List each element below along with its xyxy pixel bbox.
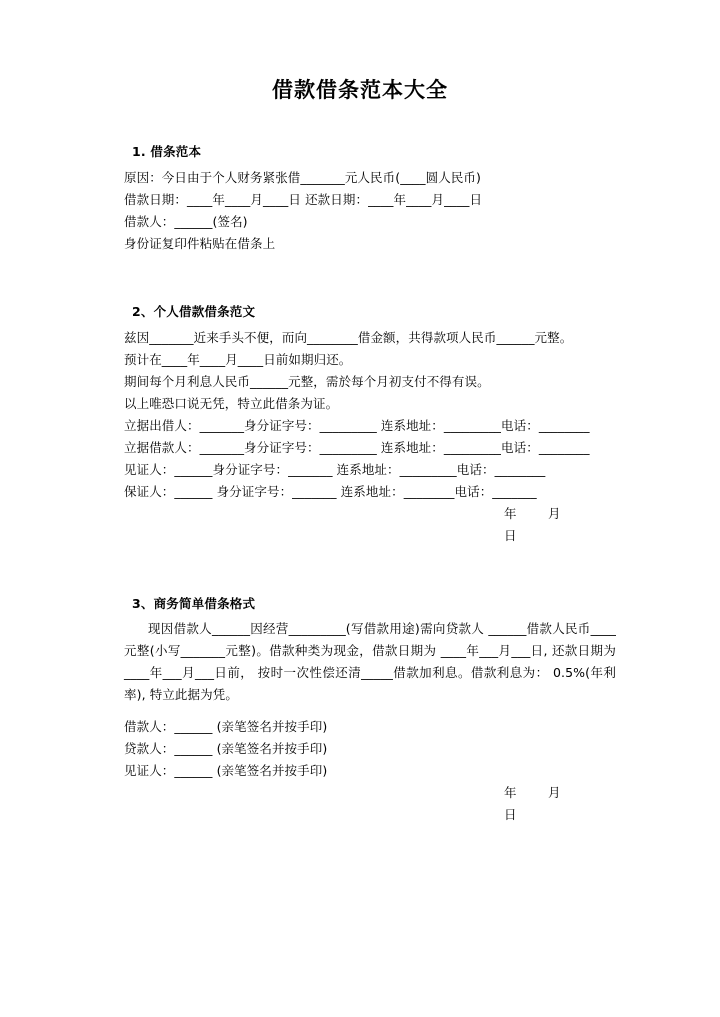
section-gap-2	[124, 547, 616, 595]
section-2-line-2: 预计在____年____月____日前如期归还。	[124, 351, 352, 367]
section-2	[124, 303, 616, 547]
section-3-paragraph: 现因借款人______因经营_________(写借款用途)需向贷款人 ______借款人民币____元整(小写_______元整)。借款种类为现金，借款日期为 ____年___月___日, 还款日期为____年___月___日前， 按时一次性偿还清_____借款加利息。借款利息为： 0.5%(年利率), 特立此据为凭。	[124, 621, 616, 703]
section-3-lender-line: 贷款人：______ (亲笔签名并按手印)	[124, 741, 328, 757]
section-2-witness-line: 见证人：______身分证字号：_______ 连系地址：_________电话：________	[124, 461, 546, 477]
section-1-line-3: 借款人：______(签名)	[124, 213, 248, 229]
section-gap-1	[124, 255, 616, 303]
section-3-day-label: 日	[504, 807, 517, 823]
section-1	[124, 143, 616, 255]
section-3-borrower-line: 借款人：______ (亲笔签名并按手印)	[124, 719, 328, 735]
page-title: 借款借条范本大全	[272, 78, 448, 102]
section-3	[124, 595, 616, 827]
section-1-heading: 1. 借条范本	[132, 144, 202, 159]
section-2-line-1: 兹因_______近来手头不便，而向________借金额，共得款项人民币______元整。	[124, 329, 573, 345]
section-3-inner-gap	[124, 706, 616, 716]
section-2-month-label: 月	[548, 505, 561, 521]
section-2-date-footer	[124, 503, 616, 547]
section-1-line-2: 借款日期：____年____月____日 还款日期：____年____月____日	[124, 191, 483, 207]
section-2-year-label: 年	[504, 505, 517, 521]
section-3-date-footer	[124, 782, 616, 826]
section-1-line-4: 身份证复印件粘贴在借条上	[124, 235, 276, 251]
section-2-lender-line: 立据出借人：_______身分证字号：_________ 连系地址：_________电话：________	[124, 417, 590, 433]
section-1-line-1: 原因：今日由于个人财务紧张借_______元人民币(____圆人民币)	[124, 169, 482, 185]
section-2-line-3: 期间每个月利息人民币______元整，需於每个月初支付不得有误。	[124, 373, 490, 389]
document-body	[124, 143, 616, 826]
section-3-witness-line: 见证人：______ (亲笔签名并按手印)	[124, 763, 328, 779]
section-3-year-label: 年	[504, 785, 517, 801]
section-2-heading: 2、个人借款借条范文	[132, 303, 256, 319]
section-2-day-label: 日	[504, 527, 517, 543]
section-2-line-4: 以上唯恐口说无凭，特立此借条为证。	[124, 395, 339, 411]
section-3-heading: 3、商务简单借条格式	[132, 595, 256, 611]
section-2-borrower-line: 立据借款人：_______身分证字号：_________ 连系地址：_________电话：________	[124, 439, 590, 455]
section-2-guarantor-line: 保证人：______ 身分证字号：_______ 连系地址：________电话：_______	[124, 483, 537, 499]
section-3-month-label: 月	[548, 785, 561, 801]
